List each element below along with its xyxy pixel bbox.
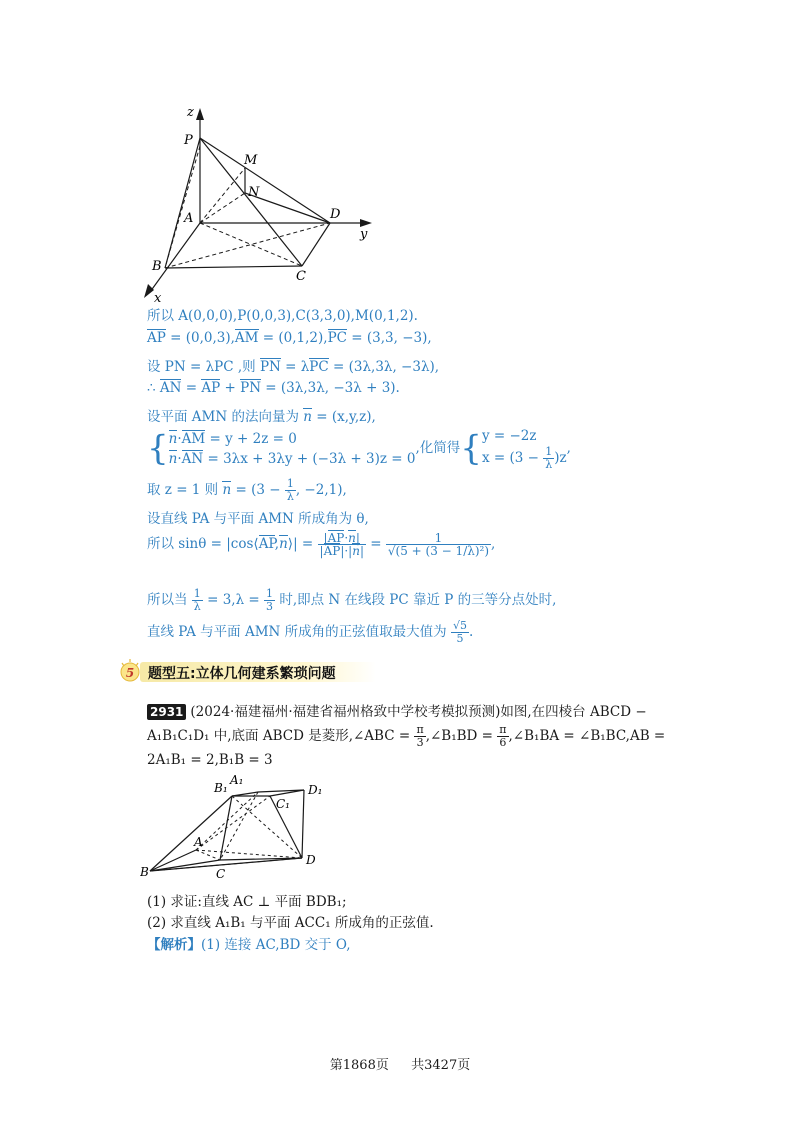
frustum-figure [140, 772, 340, 884]
solution-line-sin: 所以 sinθ = |cos⟨AP,n⟩| = $\frac{|AP\cdot n|}{|AP|\cdot|n|}$ = $\frac{1}{\text{√(5 + (3 − 1/λ)²)}}$ , [147, 531, 496, 558]
solution-line-theta: 设直线 PA 与平面 AMN 所成角为 θ, [147, 511, 369, 527]
svg-text:5: 5 [125, 666, 135, 680]
solution-line-an: ∴ AN = AP + PN = (3λ,3λ, −3λ + 3). [147, 380, 400, 396]
label-y: y [360, 227, 368, 242]
solution-line-vectors: AP = (0,0,3),AM = (0,1,2),PC = (3,3, −3), [147, 330, 432, 346]
question-line-2: A₁B₁C₁D₁ 中,底面 ABCD 是菱形,∠ABC = $\frac{\pi}{3}$ ,∠B₁BD = $\frac{\pi}{6}$ ,∠B₁BA = ∠B₁BC,AB = [147, 723, 666, 749]
label-P: P [184, 133, 193, 148]
analysis-line [147, 933, 351, 953]
solution-line-system: { n·AM = y + 2z = 0 n·AN = 3λx + 3λy + (−3λ + 3)z = 0 ,化简得{ y = −2z x = (3 − $\frac{1}{\lambda}$ )z , [147, 428, 571, 471]
label-D: D [330, 207, 341, 222]
solution-line-take-z: 取 z = 1 则 n = (3 − $\frac{1}{\lambda}$ , −2,1), [147, 477, 347, 503]
label-A: A [184, 211, 194, 226]
section-heading [118, 658, 380, 684]
label-B1: B₁ [214, 781, 228, 795]
solution-line-normal: 设平面 AMN 的法向量为 n = (x,y,z), [147, 409, 376, 425]
label-A2: A [194, 835, 203, 849]
label-B: B [152, 259, 162, 274]
solution-line-coordinates: 所以 A(0,0,0),P(0,0,3),C(3,3,0),M(0,1,2). [147, 308, 418, 324]
section-badge-icon [118, 658, 142, 684]
label-x: x [154, 291, 162, 306]
label-D1: D₁ [308, 783, 323, 797]
label-N: N [248, 185, 260, 200]
label-A1: A₁ [230, 773, 244, 787]
analysis-text: (1) 连接 AC,BD 交于 O, [201, 937, 351, 953]
label-z: z [187, 105, 194, 120]
label-B2: B [140, 865, 149, 879]
page-total: 共3427页 [411, 1058, 471, 1073]
section-title: 题型五:立体几何建系繁琐问题 [148, 666, 336, 682]
label-C2: C [216, 867, 226, 881]
question-line-3: 2A₁B₁ = 2,B₁B = 3 [147, 752, 273, 768]
page-footer [0, 1054, 800, 1073]
label-M: M [244, 153, 258, 168]
solution-line-when: 所以当 $\frac{1}{\lambda}$ = 3,λ = $\frac{1}{3}$ 时,即点 N 在线段 PC 靠近 P 的三等分点处时, [147, 587, 557, 613]
question-line-1: 2931 (2024·福建福州·福建省福州格致中学校考模拟预测)如图,在四棱台 ABCD − [147, 700, 647, 720]
solution-line-conclusion: 直线 PA 与平面 AMN 所成角的正弦值取最大值为 $\frac{√5}{5}$ . [147, 619, 474, 645]
label-C1: C₁ [276, 797, 290, 811]
label-D2: D [306, 853, 316, 867]
analysis-tag: 【解析】 [147, 937, 201, 953]
question-part-1: (1) 求证:直线 AC ⊥ 平面 BDB₁; [147, 894, 347, 910]
question-number: 2931 [147, 704, 186, 720]
label-C: C [296, 269, 306, 284]
page-number: 第1868页 [329, 1058, 389, 1073]
pyramid-figure [140, 98, 380, 308]
solution-line-pn: 设 PN = λPC ,则 PN = λPC = (3λ,3λ, −3λ), [147, 359, 440, 375]
question-part-2: (2) 求直线 A₁B₁ 与平面 ACC₁ 所成角的正弦值. [147, 915, 434, 931]
